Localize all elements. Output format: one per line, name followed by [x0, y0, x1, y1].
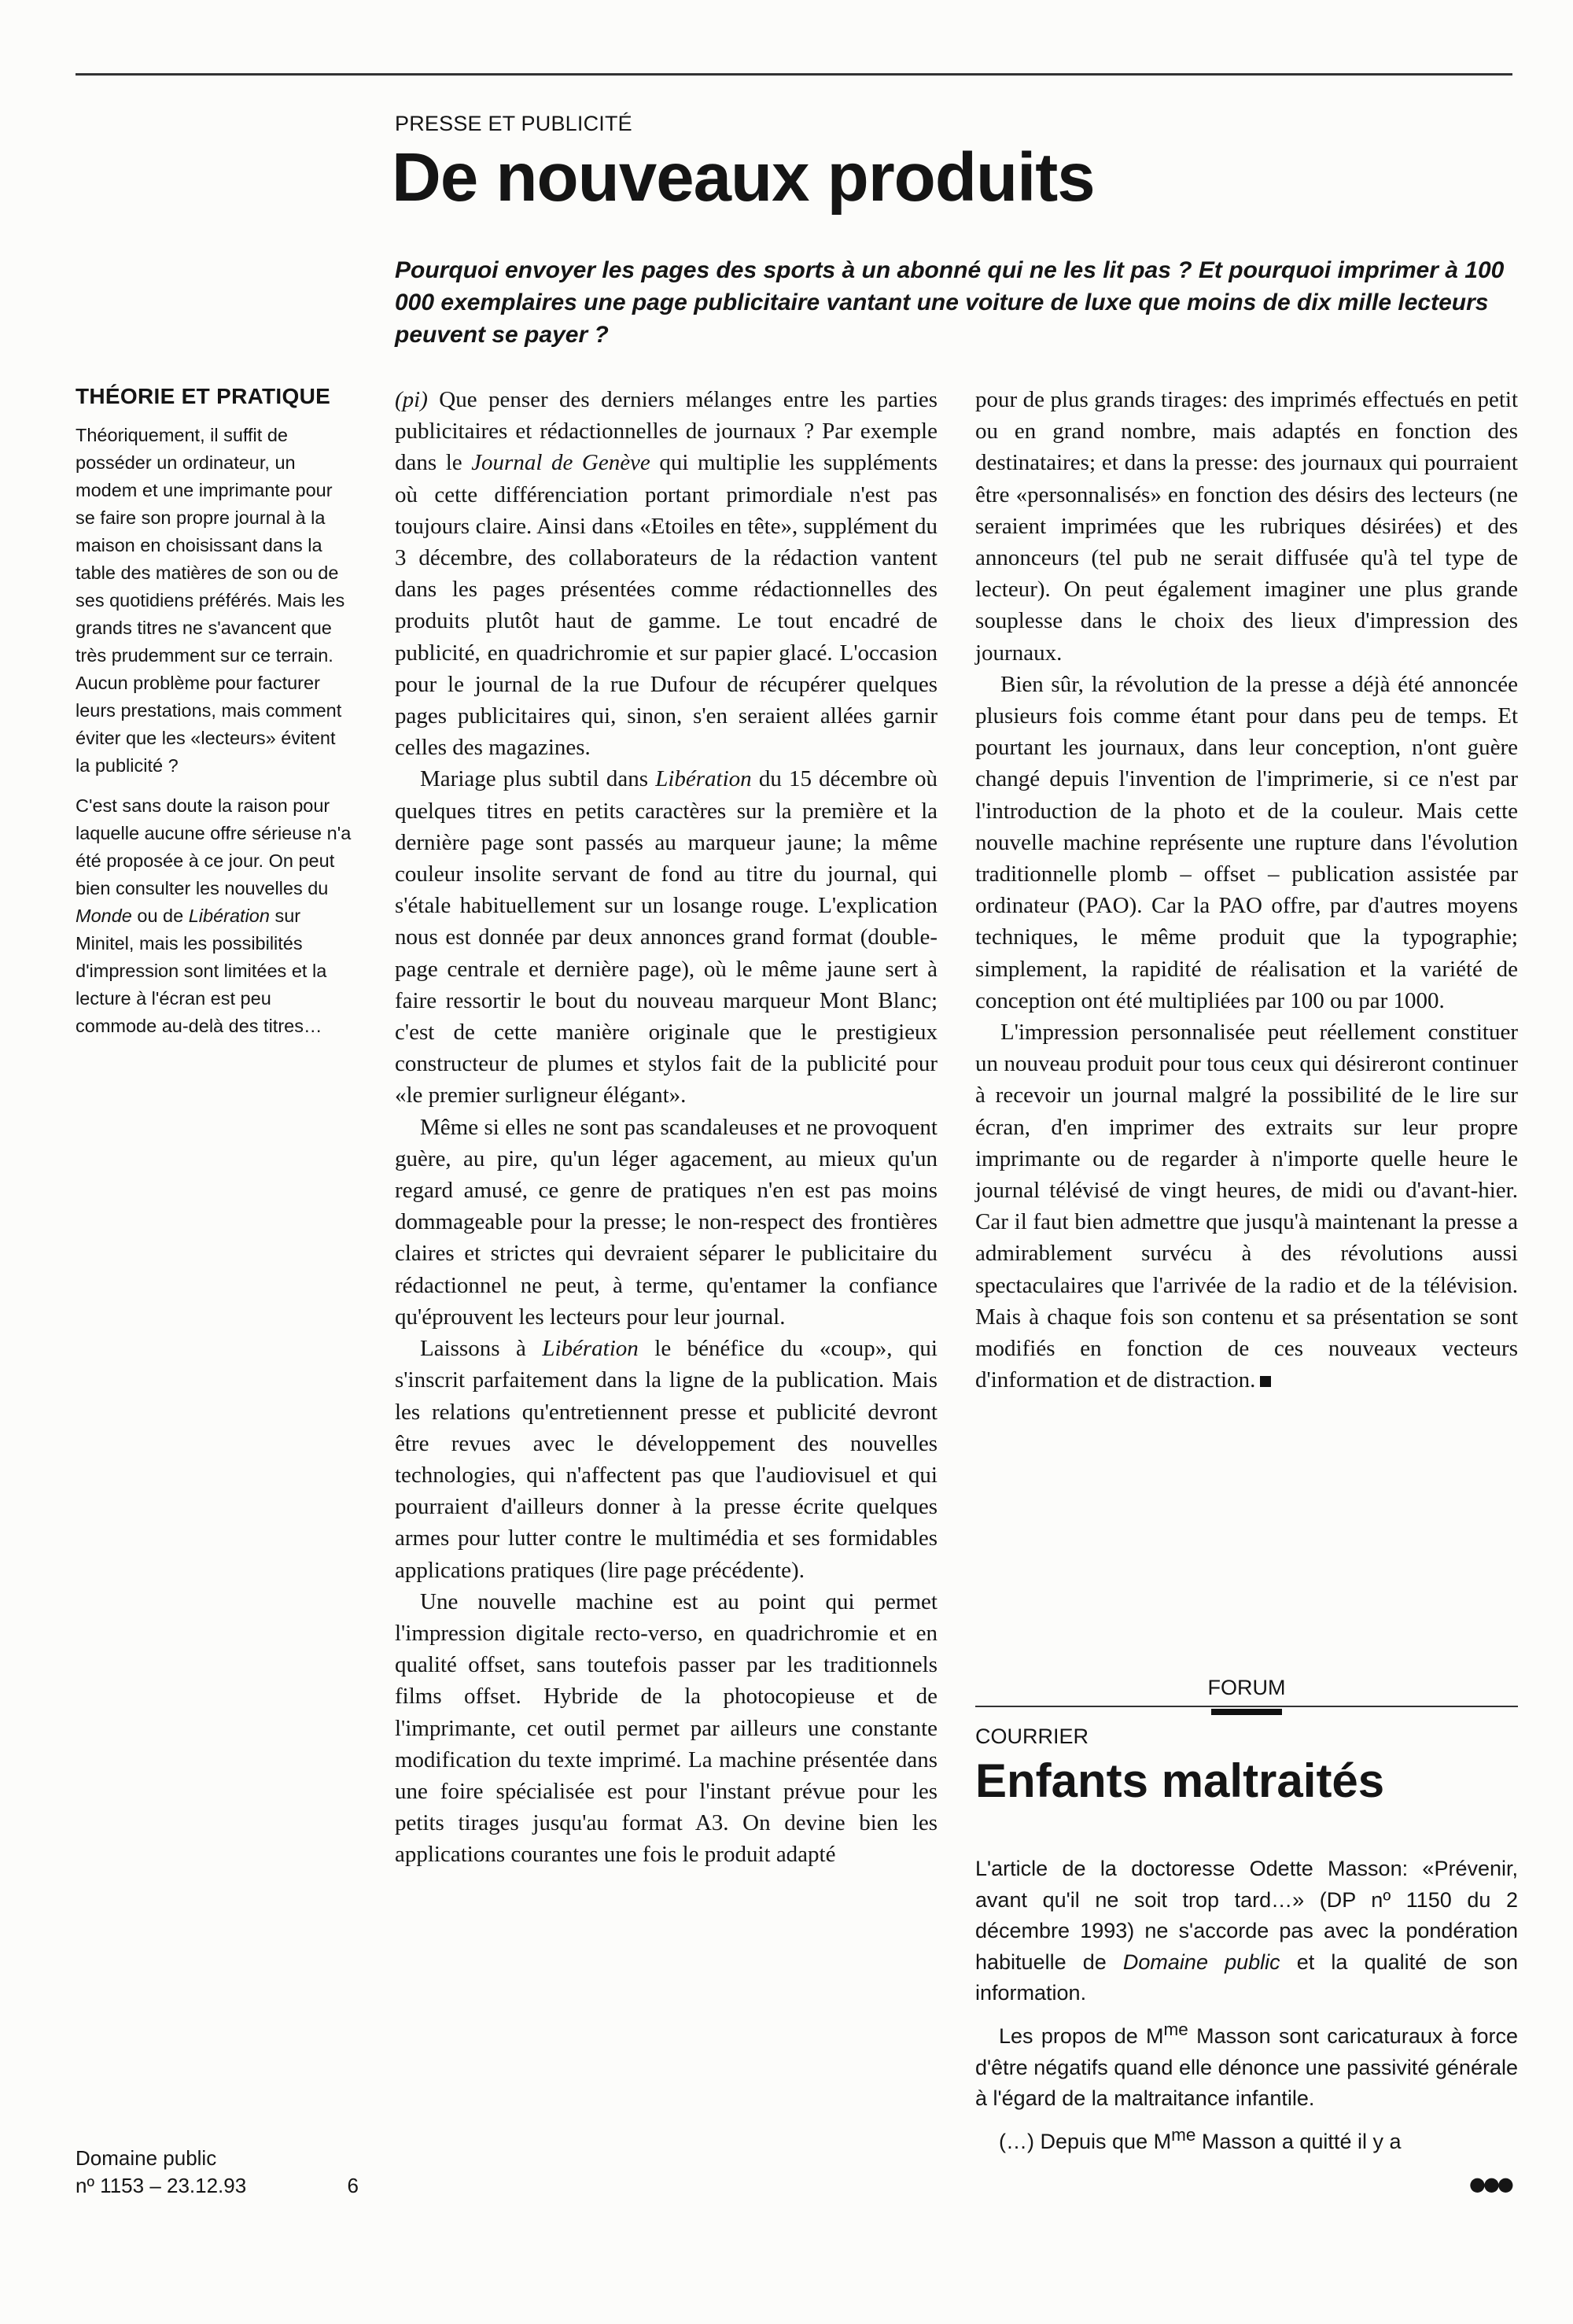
title-liberation: Libération — [188, 906, 270, 926]
article-paragraph — [395, 384, 938, 763]
article-paragraph: Même si elles ne sont pas scandaleuses et ne provoquent guère, au pire, qu'un léger agacement, au mieux qu'un regard amusé, ce genre de pratiques n'en est pas moins dommageable pour la presse; le non-respect des frontières claires et strictes qui devraient séparer le publicitaire du rédactionnel ne peut, à terme, qu'entamer la confiance qu'éprouvent les lecteurs pour leur journal. — [395, 1114, 938, 1330]
letter-paragraph — [975, 1854, 1518, 2009]
text-run: qui multiplie les suppléments où cette différenciation portant primordiale n'est pas toujours claire. Ainsi dans «Etoiles en tête», supplément du 3 décembre, des collaborateurs de la rédaction vantent dans les pages présentées comme rédactionnelles des produits plutôt haut de gamme. Le tout encadré de publicité, en quadrichromie et sur papier glacé. L'occasion pour le journal de la rue Dufour de récupérer quelques pages publicitaires qui, sinon, s'en seraient allées garnir celles des magazines. — [395, 450, 938, 761]
publication-name: Domaine public — [76, 2146, 217, 2170]
section-kicker: PRESSE ET PUBLICITÉ — [395, 112, 632, 135]
text-run: Masson a quitté il y a — [1195, 2129, 1402, 2153]
forum-label: FORUM — [1207, 1676, 1286, 1699]
text-run: Que penser des derniers mélanges entre les parties publicitaires et rédactionnelles de journaux ? Par exemple dans le — [395, 387, 938, 476]
title-liberation: Libération — [542, 1336, 639, 1362]
forum-rule — [975, 1706, 1518, 1707]
text-run: sur Minitel, mais les possibilités d'impression sont limitées et la lecture à l'écran est peu commode au-delà des titres… — [76, 906, 327, 1036]
article-column-2 — [975, 384, 1518, 1396]
text-run: C'est sans doute la raison pour laquelle aucune offre sérieuse n'a été proposée à ce jour. On peut bien consulter les nouvelles du — [76, 795, 352, 898]
top-rule — [76, 73, 1512, 76]
text-run: et la qualité de son information. — [975, 1950, 1518, 2005]
issue-info: nº 1153 – 23.12.93 — [76, 2174, 247, 2197]
article-paragraph — [395, 763, 938, 1111]
end-mark-icon — [1260, 1376, 1271, 1387]
article-column-1 — [395, 384, 938, 1871]
text-run: L'impression personnalisée peut réellement constituer un nouveau produit pour tous ceux qui désireront continuer à recevoir un journal malgré la possibilité de le lire sur écran, d'en imprimer des extraits sur leur propre imprimante ou de regarder à n'importe quelle heure le journal télévisé de vingt heures, de midi ou d'avant-hier. Car il faut bien admettre que jusqu'à maintenant la presse a admirablement survécu à des révolutions aussi spectaculaires que l'arrivée de la radio et de la télévision. Mais à chaque fois son contenu et sa présentation se sont modifiés en fonction de ces nouveaux vecteurs d'information et de distraction. — [975, 1020, 1518, 1393]
author-initials: (pi) — [395, 387, 428, 412]
text-run: ou de — [131, 906, 189, 926]
letter-body — [975, 1854, 1518, 2162]
text-run: Les propos de M — [999, 2023, 1164, 2048]
page-number: 6 — [347, 2174, 359, 2197]
letter-paragraph — [975, 2119, 1518, 2158]
superscript: me — [1163, 2019, 1188, 2039]
text-run: Mariage plus subtil dans — [420, 766, 656, 792]
forum-title: Enfants maltraités — [975, 1754, 1385, 1807]
article-paragraph: Une nouvelle machine est au point qui permet l'impression digitale recto-verso, en quadrichromie et en qualité offset, sans toutefois passer par les traditionnels films offset. Hybride de la photocopieuse et de l'imprimante, cet outil permet par ailleurs une constante modification du texte imprimé. La machine présentée dans une foire spécialisée est pour l'instant prévue pour les petits tirages jusqu'au format A3. On devine bien les applications courantes une fois le produit adapté — [395, 1588, 938, 1868]
continued-dots-icon: ●●● — [1469, 2173, 1512, 2195]
title-domaine-public: Domaine public — [1122, 1950, 1280, 1974]
sidebar — [76, 384, 355, 1053]
article-paragraph — [395, 1333, 938, 1586]
forum-kicker: COURRIER — [975, 1725, 1089, 1748]
text-run: L'article de la doctoresse Odette Masson: «Prévenir, avant qu'il ne soit trop tard…» (DP nº 1150 du 2 décembre 1993) ne s'accorde pas avec la pondération habituelle de — [975, 1857, 1518, 1974]
article-title: De nouveaux produits — [392, 139, 1095, 216]
title-journal-de-geneve: Journal de Genève — [471, 450, 650, 476]
text-run: Masson sont caricaturaux à force d'être négatifs quand elle dénonce une passivité générale à l'égard de la maltraitance infantile. — [975, 2023, 1518, 2111]
text-run: (…) Depuis que M — [999, 2129, 1172, 2153]
sidebar-paragraph — [76, 792, 355, 1040]
text-run: du 15 décembre où quelques titres en petits caractères sur la première et la dernière page sont passés au marqueur jaune; la même couleur insolite servant de fond au titre du journal, qui s'étale habituellement sur un losange rouge. L'explication nous est donnée par deux annonces grand format (double-page centrale et dernière page), où le même jaune sert à faire ressortir le bout du nouveau marqueur Mont Blanc; c'est de cette manière originale que le prestigieux constructeur de plumes et stylos fait de la publicité pour «le premier surligneur élégant». — [395, 766, 938, 1109]
forum-bar — [1211, 1709, 1282, 1715]
article-paragraph — [975, 1016, 1518, 1396]
title-le-monde: Monde — [76, 906, 132, 926]
superscript: me — [1171, 2124, 1196, 2145]
letter-paragraph — [975, 2014, 1518, 2115]
page-footer — [76, 2145, 359, 2200]
text-run: Laissons à — [420, 1336, 543, 1362]
article-paragraph: pour de plus grands tirages: des imprimés effectués en petit ou en grand nombre, mais adaptés en fonction des destinataires; et dans la presse: des journaux qui pourraient être «personnalisés» en fonction des désirs des lecteurs (ne seraient imprimées que les rubriques désirées) et des annonceurs (tel pub ne serait diffusée qu'à tel type de lecteur). On peut également imaginer une plus grande souplesse dans le choix des lieux d'impression des journaux. — [975, 387, 1518, 666]
article-paragraph: Bien sûr, la révolution de la presse a déjà été annoncée plusieurs fois comme étant pour dans peu de temps. Et pourtant les journaux, dans leur conception, n'ont guère changé depuis l'invention de l'imprimerie, si ce n'est par l'introduction de la photo et de la couleur. Mais cette nouvelle machine représente une rupture dans l'évolution traditionnelle plomb – offset – publication assistée par ordinateur (PAO). Car la PAO offre, par d'autres moyens techniques, le même produit que la typographie; simplement, la rapidité de réalisation et la variété de conception ont été multipliées par 100 ou par 1000. — [975, 671, 1518, 1013]
sidebar-heading: THÉORIE ET PRATIQUE — [76, 384, 331, 408]
title-liberation: Libération — [655, 766, 752, 792]
article-lead: Pourquoi envoyer les pages des sports à un abonné qui ne les lit pas ? Et pourquoi imprimer à 100 000 exemplaires une page publicitaire vantant une voiture de luxe que moins de dix mille lecteurs peuvent se payer ? — [395, 257, 1505, 348]
sidebar-paragraph: Théoriquement, il suffit de posséder un ordinateur, un modem et une imprimante pour se faire son propre journal à la maison en choisissant dans la table des matières de son ou de ses quotidiens préférés. Mais les grands titres ne s'avancent que très prudemment sur ce terrain. Aucun problème pour facturer leurs prestations, mais comment éviter que les «lecteurs» évitent la publicité ? — [76, 425, 345, 776]
text-run: le bénéfice du «coup», qui s'inscrit parfaitement dans la ligne de la publication. Mais les relations qu'entretiennent presse et publicité devront être revues avec le développement des nouvelles technologies, qui n'affectent pas que l'audiovisuel et qui pourraient d'ailleurs donner à la presse écrite quelques armes pour lutter contre le multimédia et ses formidables applications pratiques (lire page précédente). — [395, 1336, 938, 1583]
